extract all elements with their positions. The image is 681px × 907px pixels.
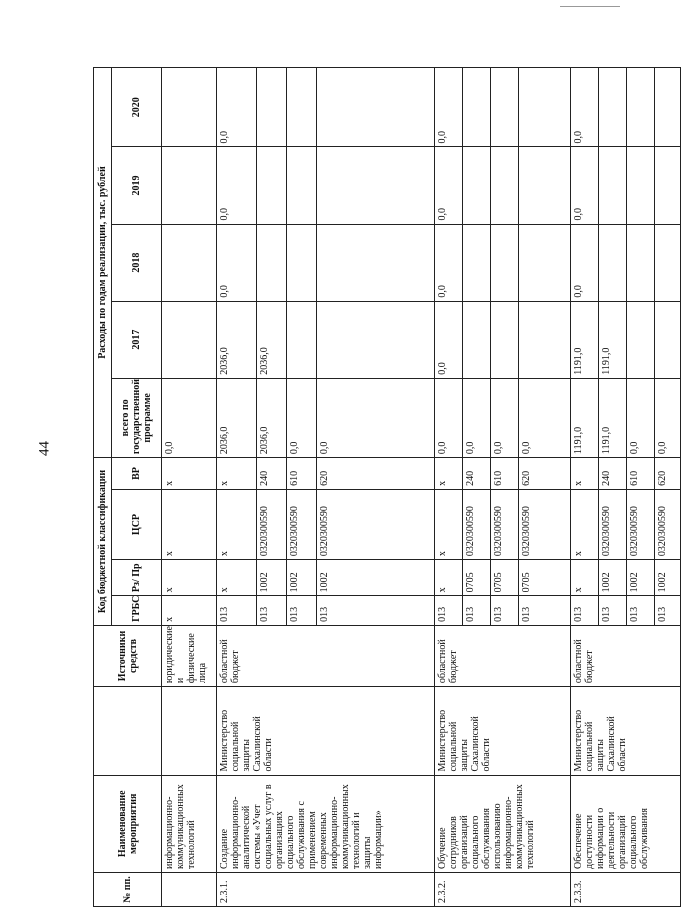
header-code-group: Код бюджетной классификации <box>94 458 112 626</box>
cell-total: 0,0 <box>519 378 571 457</box>
cell-total: 0,0 <box>435 378 463 457</box>
cell-2017 <box>287 301 317 378</box>
cell-2020 <box>491 68 519 147</box>
cell-csr: 0320300590 <box>627 489 655 559</box>
header-rzpr: Рз/ Пр <box>112 560 162 596</box>
item-executor: Министерство социальной защиты Сахалинской области <box>217 687 435 775</box>
cell-total: 2036,0 <box>217 378 257 457</box>
table-header <box>94 68 162 907</box>
cell-2017: 0,0 <box>435 301 463 378</box>
table-row <box>435 68 463 907</box>
cell-2018 <box>257 224 287 301</box>
cell-vr: x <box>435 458 463 490</box>
cell-grbs: 013 <box>257 596 287 625</box>
item-number: 2.3.2. <box>435 873 571 907</box>
cell-csr: 0320300590 <box>491 489 519 559</box>
cell-total: 0,0 <box>287 378 317 457</box>
cell-2017 <box>317 301 435 378</box>
cell-vr: 620 <box>655 458 681 490</box>
header-csr: ЦСР <box>112 489 162 559</box>
table-row-continuation <box>162 68 217 907</box>
cell-vr: 240 <box>599 458 627 490</box>
header-grbs: ГРБС <box>112 596 162 625</box>
cell-2018 <box>287 224 317 301</box>
cell-rzpr: 1002 <box>317 560 435 596</box>
cell-grbs: 013 <box>491 596 519 625</box>
cont-executor <box>162 687 217 775</box>
cell-2020 <box>287 68 317 147</box>
cell-2017 <box>655 301 681 378</box>
cont-grbs: x <box>162 596 217 625</box>
header-num: № пп. <box>94 873 162 907</box>
cell-rzpr: x <box>571 560 599 596</box>
cell-grbs: 013 <box>519 596 571 625</box>
cell-csr: 0320300590 <box>317 489 435 559</box>
table-row <box>571 68 599 907</box>
cell-2017 <box>519 301 571 378</box>
cell-rzpr: x <box>217 560 257 596</box>
cell-csr: 0320300590 <box>655 489 681 559</box>
item-name: Обучение сотрудников организаций социального обслуживания использованию информационно-коммуникационных технологий <box>435 775 571 872</box>
cell-rzpr: 1002 <box>599 560 627 596</box>
cell-2019 <box>655 147 681 224</box>
cell-2018 <box>317 224 435 301</box>
cell-2019: 0,0 <box>571 147 599 224</box>
cell-grbs: 013 <box>655 596 681 625</box>
cell-2019 <box>491 147 519 224</box>
item-number: 2.3.1. <box>217 873 435 907</box>
cont-source: юридические и физические лица <box>162 625 217 686</box>
cell-2018 <box>463 224 491 301</box>
cell-vr: x <box>571 458 599 490</box>
budget-table <box>93 67 681 907</box>
cell-2020 <box>317 68 435 147</box>
item-number: 2.3.3. <box>571 873 681 907</box>
cell-2018 <box>599 224 627 301</box>
header-executor <box>94 687 162 775</box>
cell-2017: 1191,0 <box>571 301 599 378</box>
cell-vr: x <box>217 458 257 490</box>
cell-2017: 1191,0 <box>599 301 627 378</box>
cont-2018 <box>162 224 217 301</box>
cell-csr: x <box>571 489 599 559</box>
cell-2018 <box>655 224 681 301</box>
cell-grbs: 013 <box>599 596 627 625</box>
cell-total: 1191,0 <box>599 378 627 457</box>
cell-2018: 0,0 <box>571 224 599 301</box>
cont-num <box>162 873 217 907</box>
cell-grbs: 013 <box>571 596 599 625</box>
cell-grbs: 013 <box>627 596 655 625</box>
item-source: областной бюджет <box>571 625 681 686</box>
cont-name: информационно-коммуникационных технологий <box>162 775 217 872</box>
cell-2019 <box>463 147 491 224</box>
table-body <box>162 68 681 907</box>
cell-vr: 610 <box>287 458 317 490</box>
cell-total: 0,0 <box>627 378 655 457</box>
cell-total: 0,0 <box>317 378 435 457</box>
cell-2020 <box>655 68 681 147</box>
rotated-table-wrapper <box>93 67 668 907</box>
cell-2017 <box>463 301 491 378</box>
cell-2017 <box>491 301 519 378</box>
cont-vr: x <box>162 458 217 490</box>
header-2017: 2017 <box>112 301 162 378</box>
cell-2019 <box>627 147 655 224</box>
cell-rzpr: 1002 <box>257 560 287 596</box>
cell-2019 <box>317 147 435 224</box>
header-vr: ВР <box>112 458 162 490</box>
cont-2019 <box>162 147 217 224</box>
cell-2017 <box>627 301 655 378</box>
cont-rzpr: x <box>162 560 217 596</box>
cell-2019 <box>519 147 571 224</box>
cell-vr: 620 <box>519 458 571 490</box>
cell-2018: 0,0 <box>217 224 257 301</box>
cell-csr: x <box>217 489 257 559</box>
cell-grbs: 013 <box>463 596 491 625</box>
header-2019: 2019 <box>112 147 162 224</box>
cont-total: 0,0 <box>162 378 217 457</box>
cell-rzpr: 1002 <box>627 560 655 596</box>
cell-vr: 610 <box>627 458 655 490</box>
cell-csr: 0320300590 <box>257 489 287 559</box>
cell-2020 <box>627 68 655 147</box>
cell-vr: 620 <box>317 458 435 490</box>
cell-2019: 0,0 <box>217 147 257 224</box>
cont-csr: x <box>162 489 217 559</box>
cell-2018 <box>519 224 571 301</box>
cell-2017: 2036,0 <box>217 301 257 378</box>
cell-grbs: 013 <box>287 596 317 625</box>
cell-2019 <box>257 147 287 224</box>
cell-2020 <box>257 68 287 147</box>
cell-2017: 2036,0 <box>257 301 287 378</box>
cell-2020: 0,0 <box>435 68 463 147</box>
cell-csr: 0320300590 <box>463 489 491 559</box>
page-number: 44 <box>36 441 53 456</box>
cell-rzpr: 0705 <box>463 560 491 596</box>
cell-rzpr: 1002 <box>287 560 317 596</box>
cell-2018 <box>491 224 519 301</box>
cell-2019 <box>599 147 627 224</box>
cell-2020 <box>463 68 491 147</box>
cell-grbs: 013 <box>435 596 463 625</box>
cell-total: 2036,0 <box>257 378 287 457</box>
cell-csr: 0320300590 <box>519 489 571 559</box>
cell-csr: 0320300590 <box>599 489 627 559</box>
item-executor: Министерство социальной защиты Сахалинской области <box>571 687 681 775</box>
cell-2020: 0,0 <box>217 68 257 147</box>
cell-vr: 610 <box>491 458 519 490</box>
header-2018: 2018 <box>112 224 162 301</box>
cell-rzpr: 1002 <box>655 560 681 596</box>
cell-2020 <box>519 68 571 147</box>
header-total: всего по государственной программе <box>112 378 162 457</box>
cell-2019 <box>287 147 317 224</box>
cont-2017 <box>162 301 217 378</box>
table-row <box>217 68 257 907</box>
scan-mark-top-right <box>560 6 620 7</box>
cell-2018 <box>627 224 655 301</box>
cell-vr: 240 <box>257 458 287 490</box>
cell-rzpr: x <box>435 560 463 596</box>
cell-2018: 0,0 <box>435 224 463 301</box>
cell-total: 1191,0 <box>571 378 599 457</box>
item-source: областной бюджет <box>217 625 435 686</box>
cell-rzpr: 0705 <box>491 560 519 596</box>
item-name: Создание информационно-аналитической системы «Учет социальных услуг в организациях социального обслуживания с применением современных информационно-коммуникационных технологий и защиты информации» <box>217 775 435 872</box>
cell-csr: 0320300590 <box>287 489 317 559</box>
header-2020: 2020 <box>112 68 162 147</box>
cell-csr: x <box>435 489 463 559</box>
document-sheet <box>93 67 668 907</box>
cont-2020 <box>162 68 217 147</box>
cell-total: 0,0 <box>491 378 519 457</box>
item-executor: Министерство социальной защиты Сахалинской области <box>435 687 571 775</box>
header-expenses-group: Расходы по годам реализации, тыс. рублей <box>94 68 112 458</box>
cell-grbs: 013 <box>317 596 435 625</box>
item-source: областной бюджет <box>435 625 571 686</box>
header-source: Источники средств <box>94 625 162 686</box>
cell-rzpr: 0705 <box>519 560 571 596</box>
cell-2020 <box>599 68 627 147</box>
cell-total: 0,0 <box>655 378 681 457</box>
cell-total: 0,0 <box>463 378 491 457</box>
cell-2019: 0,0 <box>435 147 463 224</box>
cell-vr: 240 <box>463 458 491 490</box>
item-name: Обеспечение доступности информации о деятельности организаций социального обслуживания <box>571 775 681 872</box>
cell-2020: 0,0 <box>571 68 599 147</box>
header-name: Наименование мероприятия <box>94 775 162 872</box>
cell-grbs: 013 <box>217 596 257 625</box>
